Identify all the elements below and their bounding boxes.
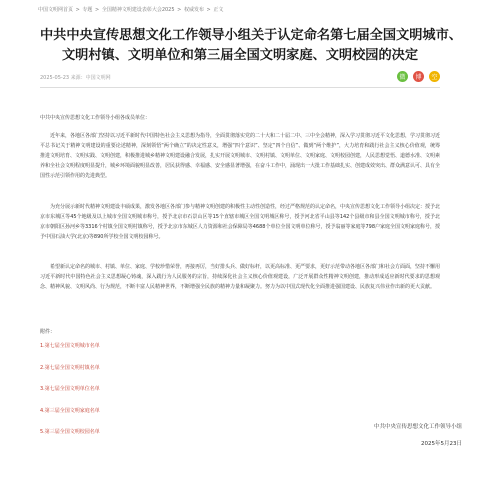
attachments-list bbox=[40, 344, 100, 452]
breadcrumb-home[interactable]: 中国文明网首页 bbox=[38, 7, 74, 13]
article-meta bbox=[40, 74, 119, 81]
page-title bbox=[40, 26, 462, 66]
weibo-share-icon[interactable]: 博 bbox=[413, 71, 424, 82]
breadcrumb-topic[interactable]: 专题 bbox=[82, 7, 93, 13]
attachment-link[interactable]: 4.第三届全国文明家庭名单 bbox=[40, 407, 100, 414]
attachment-link[interactable]: 1.第七届全国文明城市名单 bbox=[40, 343, 100, 349]
breadcrumb-separator: > bbox=[75, 7, 80, 13]
body-paragraph-2: 为充分展示新时代精神文明建设丰硕成果，激发各地区各部门参与精神文明创建的积极性主动性创造性，经过严格规范的认定命名，中央宣传思想文化工作领导小组决定：授予北京市东城区等45个地级及以上城市全国文明城市称号，授予北京市石景山区等15个直辖市城区全国文明城区称号，授予河北省平山县等142个县级市和县全国文明城市称号，授予北京市朝阳区孙河乡等3316个村镇全国文明村镇称号，授予北京市东城区人力资源和社会保障局等4688个单位全国文明单位称号，授予翁丽等家庭等798户家庭全国文明家庭称号，授予中国石油大学(北京)等890所学校全国文明校园称号。 bbox=[40, 204, 441, 241]
attachment-link[interactable]: 5.第三届全国文明校园名单 bbox=[40, 429, 100, 435]
page-title-line-2: 文明村镇、文明单位和第三届全国文明家庭、文明校园的决定 bbox=[61, 48, 419, 63]
qzone-share-icon[interactable]: 空 bbox=[429, 71, 440, 82]
attachment-link[interactable]: 2.第七届全国文明村镇名单 bbox=[40, 364, 100, 371]
breadcrumb-section[interactable]: 权威发布 bbox=[183, 7, 204, 13]
issuer-signature: 中共中央宣传思想文化工作领导小组 bbox=[373, 424, 462, 430]
article-date-source: 2025-05-23 来源：中国文明网 bbox=[40, 75, 111, 81]
share-bar bbox=[397, 71, 440, 82]
wechat-share-icon[interactable]: 微 bbox=[397, 71, 408, 82]
signed-date: 2025年5月23日 bbox=[421, 441, 462, 447]
breadcrumb bbox=[38, 6, 224, 13]
page-title-line-1: 中共中央宣传思想文化工作领导小组关于认定命名第七届全国文明城市、 bbox=[40, 28, 462, 43]
body-paragraph-1: 近年来，各地区各部门坚持以习近平新时代中国特色社会主义思想为指导，全面贯彻落实党的二十大和二十届二中、三中全会精神，深入学习贯彻习近平文化思想，学习贯彻习近平总书记关于精神文明建设的重要论述精神，深刻领悟“两个确立”的决定性意义，增强“四个意识”、坚定“四个自信”、做到“两个维护”，大力培育和践行社会主义核心价值观，统筹推进文明培育、文明实践、文明创建，积极推进城乡精神文明建设融合发展，扎实开展文明城市、文明村镇、文明单位、文明家庭、文明校园创建，人民思想觉悟、道德水准、文明素养和全社会文明程度明显提升，城乡环境面貌明显改善，居民获得感、幸福感、安全感显著增强，在奋斗工作中，涌现出一大批工作基础扎实、创建成效突出、群众满意认可、具有全国性示范引领作用的先进典型。 bbox=[40, 133, 441, 180]
body-paragraph-3: 希望新认定命名的城市、村镇、单位、家庭、学校珍惜荣誉，再接再厉，当好排头兵、做好标杆，以更高标准、更严要求，更好示范带动各地区各部门和社会方面面，坚持不懈用习近平新时代中国特色社会主义思想凝心铸魂，深入践行为人民服务的宗旨，持续深化社会主义核心价值观建设，广泛开展群众性精神文明创建，推动形成适应新时代要求的思想观念、精神风貌、文明风尚、行为规范，不断丰富人民精神世界，不断增强全民族的精神力量和凝聚力。努力为以中国式现代化全面推进强国建设、民族复兴伟业作出新的更大贡献。 bbox=[40, 264, 441, 291]
breadcrumb-separator: > bbox=[95, 7, 100, 13]
breadcrumb-separator: > bbox=[177, 7, 182, 13]
attachments-title: 附件： bbox=[40, 329, 56, 335]
breadcrumb-separator: > bbox=[206, 7, 211, 13]
attachment-link[interactable]: 3.第七届全国文明单位名单 bbox=[40, 386, 100, 392]
breadcrumb-current: 正文 bbox=[213, 7, 224, 13]
breadcrumb-event[interactable]: 全国精神文明建设表彰大会2025 bbox=[101, 7, 175, 13]
header-divider bbox=[40, 87, 440, 88]
salutation: 中共中央宣传思想文化工作领导小组各成员单位： bbox=[40, 115, 151, 121]
